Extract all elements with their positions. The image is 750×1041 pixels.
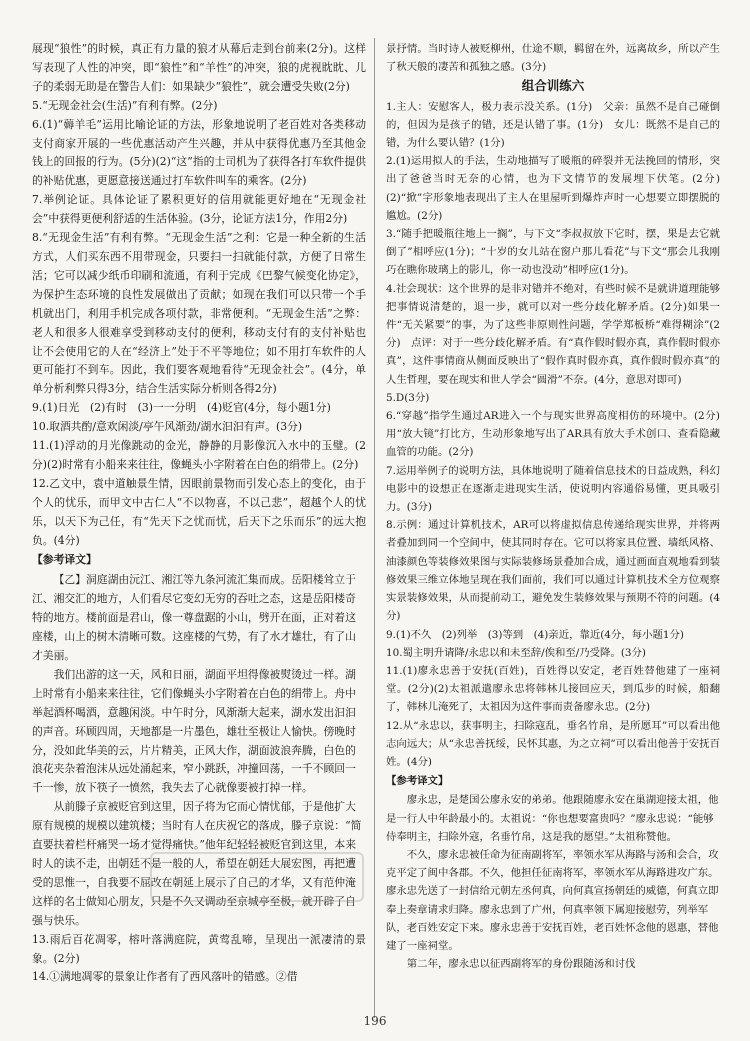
answer-item: 展现“狼性”的时候，真正有力量的狼才从幕后走到台前来(2分)。这样写表现了人性的冲突，即“狼性”和“羊性”的冲突，狼的虎视眈眈、儿子的柔弱无助是在警告人们：如果缺少“狼性”，就会遭受失败(2分) <box>32 42 366 93</box>
answer-item: 11.(1)廖永忠善于安抚(百姓)，百姓得以安定，老百姓替他建了一座祠堂。(2分)(2)太祖派遣廖永忠将韩林儿接回应天，到瓜步的时候，船翻了，韩林儿淹死了，太祖因为这件事而责备廖永忠。(2分) <box>386 664 720 714</box>
answer-item: 13.雨后百花凋零，榕叶落满庭院，黄莺乱啼，呈现出一派凄清的景象。(2分) <box>32 932 366 965</box>
stamp-mark <box>150 852 364 902</box>
translation-paragraph: 第二年，廖永忠以征西副将军的身份跟随汤和讨伐 <box>406 958 636 971</box>
translation-paragraph: 我们出游的这一天，风和日丽，湖面平坦得像被熨烫过一样。湖上时常有小船来来往往，它们像蝇头小字附着在白色的绢带上。舟中举起酒杯喝酒，意趣闲淡。中午时分，风渐渐大起来，湖水发出汩汩的声音。环顾四周，天地都是一片墨色，雄壮至极让人愉快。傍晚时分，没如此华美的云，片片精美，正风大作，湖面波浪奔腾，白色的浪花夹杂着泡沫从远处涌起来，窄小跳跃，冲撞回荡，一千不顾回一千一惨，放下筷子一愤然，我失去了心就像要被打掉一样。 <box>32 667 356 795</box>
answer-item: 8.示例：通过计算机技术，AR可以将虚拟信息传递给现实世界，并将两者叠加到同一个空间中，使其同时存在。它可以将家具位置、墙纸风格、油漆颜色等装修效果图与实际装修场景叠加合成，通过画面直观地看到装修效果三维立体地呈现在我们面前，我们可以通过计算机技术全方位观察实景装修效果，从而提前动工，避免发生装修效果与预期不符的问题。(4分) <box>386 519 720 623</box>
answer-item: 9.(1)日光 (2)有时 (3)一一分明 (4)贬官(4分，每小题1分) <box>32 401 331 415</box>
answer-item: 6.(1)“薅羊毛”运用比喻论证的方法，形象地说明了老百姓对各类移动支付商家开展的一些优惠活动产生兴趣，并从中获得优惠乃至其他金钱上的回报的行为。(5分)(2)“这”指的士司机为了获得各打车软件提供的补贴优惠，更愿意接送通过打车软件叫车的乘客。(2分) <box>32 117 366 188</box>
section-heading: 组合训练六 <box>521 78 585 94</box>
answer-item: 9.(1)不久 (2)列举 (3)等到 (4)亲近，靠近(4分，每小题1分) <box>386 628 684 641</box>
answer-item: 5.D(3分) <box>386 391 430 404</box>
answer-item: 12.从“永忠以，获事明主，扫除寇乱，垂名竹帛，是所愿耳”可以看出他志向远大；从“永忠善抚绥，民怀其惠，为之立祠”可以看出他善于安抚百姓。(4分) <box>386 719 720 768</box>
answer-item: 7.举例论证。具体论证了累积更好的信用就能更好地在“无现金社会”中获得更便利舒适的生活体验。(3分，论证方法1分，作用2分) <box>32 193 366 226</box>
answer-item: 3.“随手把暖瓶往地上一搁”，与下文“李叔叔放下它时，摆，果是去它就倒了”相呼应(1分)；“十岁的女儿站在窗户那儿看花”与下文“那会儿我刚巧在瞧你玻璃上的影儿，你一动也没动”相呼应(1分)。 <box>386 228 720 277</box>
translation-paragraph: 不久，廖永忠被任命为征南副将军，率领水军从海路与汤和会合，攻克平定了闽中各郡。不久，他担任征南将军，率领水军从海路进攻广东。廖永忠先送了一封信给元朝左丞何真，向何真宣扬朝廷的威德，何真立即奉上奏章请求归降。廖永忠到了广州，何真率领下属迎接慰劳，列举军队，老百姓安定下来。廖永忠善于安抚百姓，老百姓怀念他的恩惠，替他建了一座祠堂。 <box>386 848 719 952</box>
answer-item: 7.运用举例子的说明方法，具体地说明了随着信息技术的日益成熟，科幻电影中的设想正在逐渐走进现实生活，使说明内容通俗易懂，更具吸引力。(3分) <box>386 464 720 514</box>
right-column <box>386 40 720 973</box>
answer-item: 10.取酒共酌/意欢闲淡/亭午风渐劲/湖水汩汩有声。(3分) <box>32 420 303 434</box>
answer-item: 6.“穿越”指学生通过AR进入一个与现实世界高度相仿的环境中。(2分)用“放大镜”打比方，生动形象地写出了AR具有放大手术创口、查看隐藏血管的功能。(2分) <box>386 410 720 459</box>
translation-paragraph: 廖永忠，是楚国公廖永安的弟弟。他跟随廖永安在巢湖迎接太祖，他是一行人中年龄最小的。太祖说：“你也想要富贵吗？”廖永忠说：“能够侍奉明主，扫除外寇，名垂竹帛，这是我的愿望。”太祖称赞他。 <box>386 794 719 843</box>
answer-item: 5.“无现金社会(生活)”有利有弊。(2分) <box>32 98 218 112</box>
answer-item: 4.社会现状：这个世界的是非对错并不绝对，有些时候不是就讲道理能够把事情说清楚的，退一步，就可以对一些分歧化解矛盾。(2分)如果一件“无关紧要”的事，为了这些非原则性问题，学学郑板桥“难得糊涂”(2分) 点评：对于一些分歧化解矛盾。有“真作假时假亦真，真作假时假亦真”，这件事情商从侧面反映出了“假作真时假亦真，真作假时假亦真”的人生哲理，要在现实和世人学会“圆滑”不奈。(4分，意思对即可) <box>386 282 720 386</box>
left-column <box>32 40 366 987</box>
continued-text: 景抒情。当时诗人被贬柳州，仕途不顺，羁留在外，远离故乡，所以产生了秋天般的凄苦和孤独之感。(3分) <box>386 43 720 74</box>
reference-translation-heading: 【参考译文】 <box>32 553 97 567</box>
reference-translation-heading: 【参考译文】 <box>386 775 449 788</box>
translation-paragraph: 从前滕子京被贬官到这里，因子将为它而心情忧郁，于是他扩大原有规模的规模以建筑楼；当时有人在庆祝它的落成，滕子京说：“简直要扶着栏杆痛哭一场才觉得痛快。”他年纪轻轻被贬官到这里，本来时人的读不走，出朝廷不是一般的人，希望在朝廷大展宏图，再把遭受的思惟一，自我要不屈改在朝延上展示了自己的才华，又有范仲淹这样的名士做知心朋友，只是不久又调动至京城亭至极，就开辟了自强与快乐。 <box>32 800 362 927</box>
answer-item: 10.蜀主明升请降/永忠以和未至辞/俟和至/乃受降。(3分) <box>386 646 646 659</box>
answer-item: 2.(1)运用拟人的手法，生动地描写了暖瓶的碎裂并无法挽回的情形，突出了爸爸当时无奈的心情，也为下文情节的发展埋下伏笔。(2分)(2)“掀”字形象地表现出了主人在里屋听到爆炸声时一心想要立即摆脱的尴尬。(2分) <box>386 155 720 222</box>
answer-item: 1.主人：安慰客人，极力表示没关系。(1分) 父亲：虽然不是自己碰倒的，但因为是孩子的错，还是认错了事。(1分) 女儿：既然不是自己的错，为什么要认错？(1分) <box>386 100 720 150</box>
page-number: 196 <box>363 1014 387 1028</box>
translation-paragraph: 【乙】洞庭湖由沅江、湘江等九条河流汇集而成。岳阳楼耸立于江、湘交汇的地方，人们看尽它变幻无穷的吞吐之态，这是岳阳楼奇特的地方。楼前面是君山，像一尊盘踞的小山，劈开在面，正对着这座楼，山上的树木清晰可数。这座楼的气势，有了水才雄壮，有了山才美丽。 <box>32 573 356 662</box>
answer-item: 11.(1)浮动的月光像跳动的金光，静静的月影像沉入水中的玉璧。(2分)(2)时常有小船来来往往，像蝇头小字附着在白色的绢带上。(2分) <box>32 439 366 471</box>
answer-item: 14.①满地凋零的景象让作者有了西风落叶的错感。②借 <box>32 970 298 984</box>
column-divider <box>374 38 375 1018</box>
answer-item: 8.“无现金生活”有利有弊。“无现金生活”之利：它是一种全新的生活方式，人们买东西不用带现金，只要扫一扫就能付款，方便了日常生活；它可以减少纸币印刷和流通，有利于完成《巴黎气候变化协定》，为保护生态环境的良性发展做出了贡献；如现在我们可以只带一个手机就出门，利用手机完成各项付款，非常便利。“无现金生活”之弊：老人和很多人很难享受到移动支付的便利，移动支付有的支付补贴也让不会使用它的人在“经济上”处于不平等地位；如不用打车软件的人更可能打不到车。因此，我们要客观地看待“无现金社会”。(4分，单单分析利弊只得3分，结合生活实际分析则各得2分) <box>32 231 366 396</box>
answer-item: 12.乙文中，袁中道触景生情，因眼前景物而引发心态上的变化，由于个人的忧乐，而甲文中古仁人“不以物喜，不以己悲”，超越个人的忧乐，以天下为己任，有“先天下之忧而忧，后天下之乐而乐”的远大抱负。(4分) <box>32 476 366 547</box>
